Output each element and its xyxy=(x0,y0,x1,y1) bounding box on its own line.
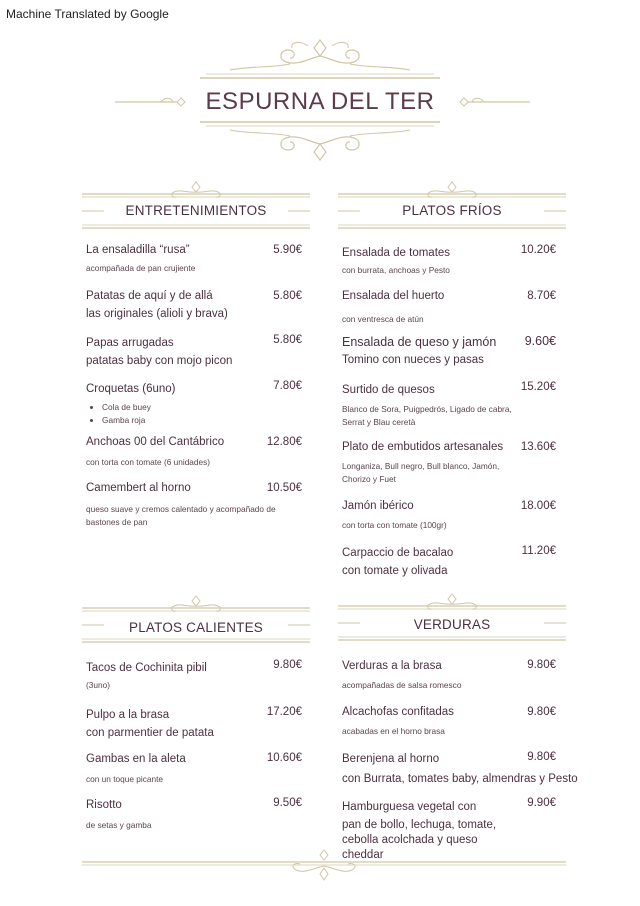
item-description: con torta con tomate (6 unidades) xyxy=(86,457,211,467)
item-name: Plato de embutidos artesanales xyxy=(342,441,504,453)
item-price: 10.20€ xyxy=(520,244,556,256)
item-price: 17.20€ xyxy=(266,706,302,718)
item-description: (3uno) xyxy=(86,680,110,690)
item-name: Ensalada de tomates xyxy=(342,247,451,259)
item-price: 9.50€ xyxy=(273,797,302,809)
item-name: Carpaccio de bacalao xyxy=(342,547,454,559)
item-description: con parmentier de patata xyxy=(86,727,214,739)
item-price: 9.80€ xyxy=(527,659,556,671)
item-price: 18.00€ xyxy=(520,500,556,512)
item-name: Berenjena al horno xyxy=(342,753,440,765)
menu-item xyxy=(342,438,522,486)
item-price: 10.60€ xyxy=(266,752,302,764)
item-description: acompañada de pan crujiente xyxy=(86,263,196,273)
item-name: Hamburguesa vegetal con xyxy=(342,801,477,813)
item-name: Anchoas 00 del Cantábrico xyxy=(86,436,225,448)
item-price: 5.80€ xyxy=(273,334,302,346)
item-description: con Burrata, tomates baby, almendras y Pesto xyxy=(342,773,578,785)
item-price: 15.20€ xyxy=(520,381,556,393)
item-price: 5.80€ xyxy=(273,290,302,302)
section-title-platos-frios: PLATOS FRÍOS xyxy=(402,203,502,218)
item-price: 9.80€ xyxy=(273,659,302,671)
item-description: de setas y gamba xyxy=(86,820,152,830)
item-options-list xyxy=(86,401,306,427)
item-description: con torta con tomate (100gr) xyxy=(342,520,447,530)
item-description: acompañadas de salsa romesco xyxy=(342,680,462,690)
item-name: Alcachofas confitadas xyxy=(342,706,454,718)
item-price: 9.80€ xyxy=(527,751,556,763)
item-price: 10.50€ xyxy=(266,482,302,494)
item-price: 8.70€ xyxy=(527,290,556,302)
machine-translated-banner: Machine Translated by Google xyxy=(6,7,169,21)
item-name: Ensalada de queso y jamón xyxy=(342,335,497,349)
top-flourish-ornament xyxy=(200,36,440,82)
item-name: Patatas de aquí y de allá xyxy=(86,290,213,302)
option-item: • Cola de buey xyxy=(102,401,306,414)
item-price: 9.80€ xyxy=(527,706,556,718)
item-name: Pulpo a la brasa xyxy=(86,709,170,721)
section-title-platos-calientes: PLATOS CALIENTES xyxy=(129,620,263,635)
item-name: Jamón ibérico xyxy=(342,500,414,512)
item-price: 5.90€ xyxy=(273,244,302,256)
item-name: Papas arrugadas xyxy=(86,337,174,349)
item-name: Camembert al horno xyxy=(86,482,191,494)
item-price: 7.80€ xyxy=(273,380,302,392)
item-description: Tomino con nueces y pasas xyxy=(342,354,484,366)
item-name: Verduras a la brasa xyxy=(342,660,442,672)
item-name: Croquetas (6uno) xyxy=(86,383,176,395)
item-description: acabadas en el horno brasa xyxy=(342,726,445,736)
item-description: las originales (alioli y brava) xyxy=(86,308,228,320)
item-price: 12.80€ xyxy=(266,436,302,448)
title-bottom-flourish-ornament xyxy=(200,118,440,166)
item-price: 9.60€ xyxy=(524,334,556,348)
item-description: pan de bollo, lechuga, tomate, cebolla acolchada y queso cheddar xyxy=(342,819,497,861)
item-description: Longaniza, Bull negro, Bull blanco, Jamón, Chorizo y Fuet xyxy=(342,461,500,484)
item-price: 13.60€ xyxy=(520,441,556,453)
menu-item xyxy=(342,381,522,429)
item-name: Surtido de quesos xyxy=(342,384,435,396)
item-description: queso suave y cremos calentado y acompañado de bastones de pan xyxy=(86,504,276,527)
bottom-flourish-ornament xyxy=(82,848,566,884)
item-name: Gambas en la aleta xyxy=(86,753,186,765)
restaurant-name: ESPURNA DEL TER xyxy=(205,88,435,115)
item-description: patatas baby con mojo picon xyxy=(86,355,233,367)
section-title-entretenimientos: ENTRETENIMIENTOS xyxy=(125,203,267,218)
item-description: con burrata, anchoas y Pesto xyxy=(342,265,450,275)
item-description: con un toque picante xyxy=(86,774,164,784)
option-item: • Gamba roja xyxy=(102,414,306,427)
section-title-verduras: VERDURAS xyxy=(413,617,491,632)
item-price: 11.20€ xyxy=(521,545,556,557)
item-name: Tacos de Cochinita pibil xyxy=(86,662,207,674)
item-description: Blanco de Sora, Puigpedrós, Ligado de cabra, Serrat y Blau ceretà xyxy=(342,404,512,427)
item-name: Risotto xyxy=(86,799,122,811)
item-price: 9.90€ xyxy=(527,797,556,809)
item-description: con ventresca de atún xyxy=(342,314,424,324)
item-description: con tomate y olivada xyxy=(342,565,448,577)
item-name: Ensalada del huerto xyxy=(342,290,445,302)
item-name: La ensaladilla “rusa” xyxy=(86,244,190,256)
